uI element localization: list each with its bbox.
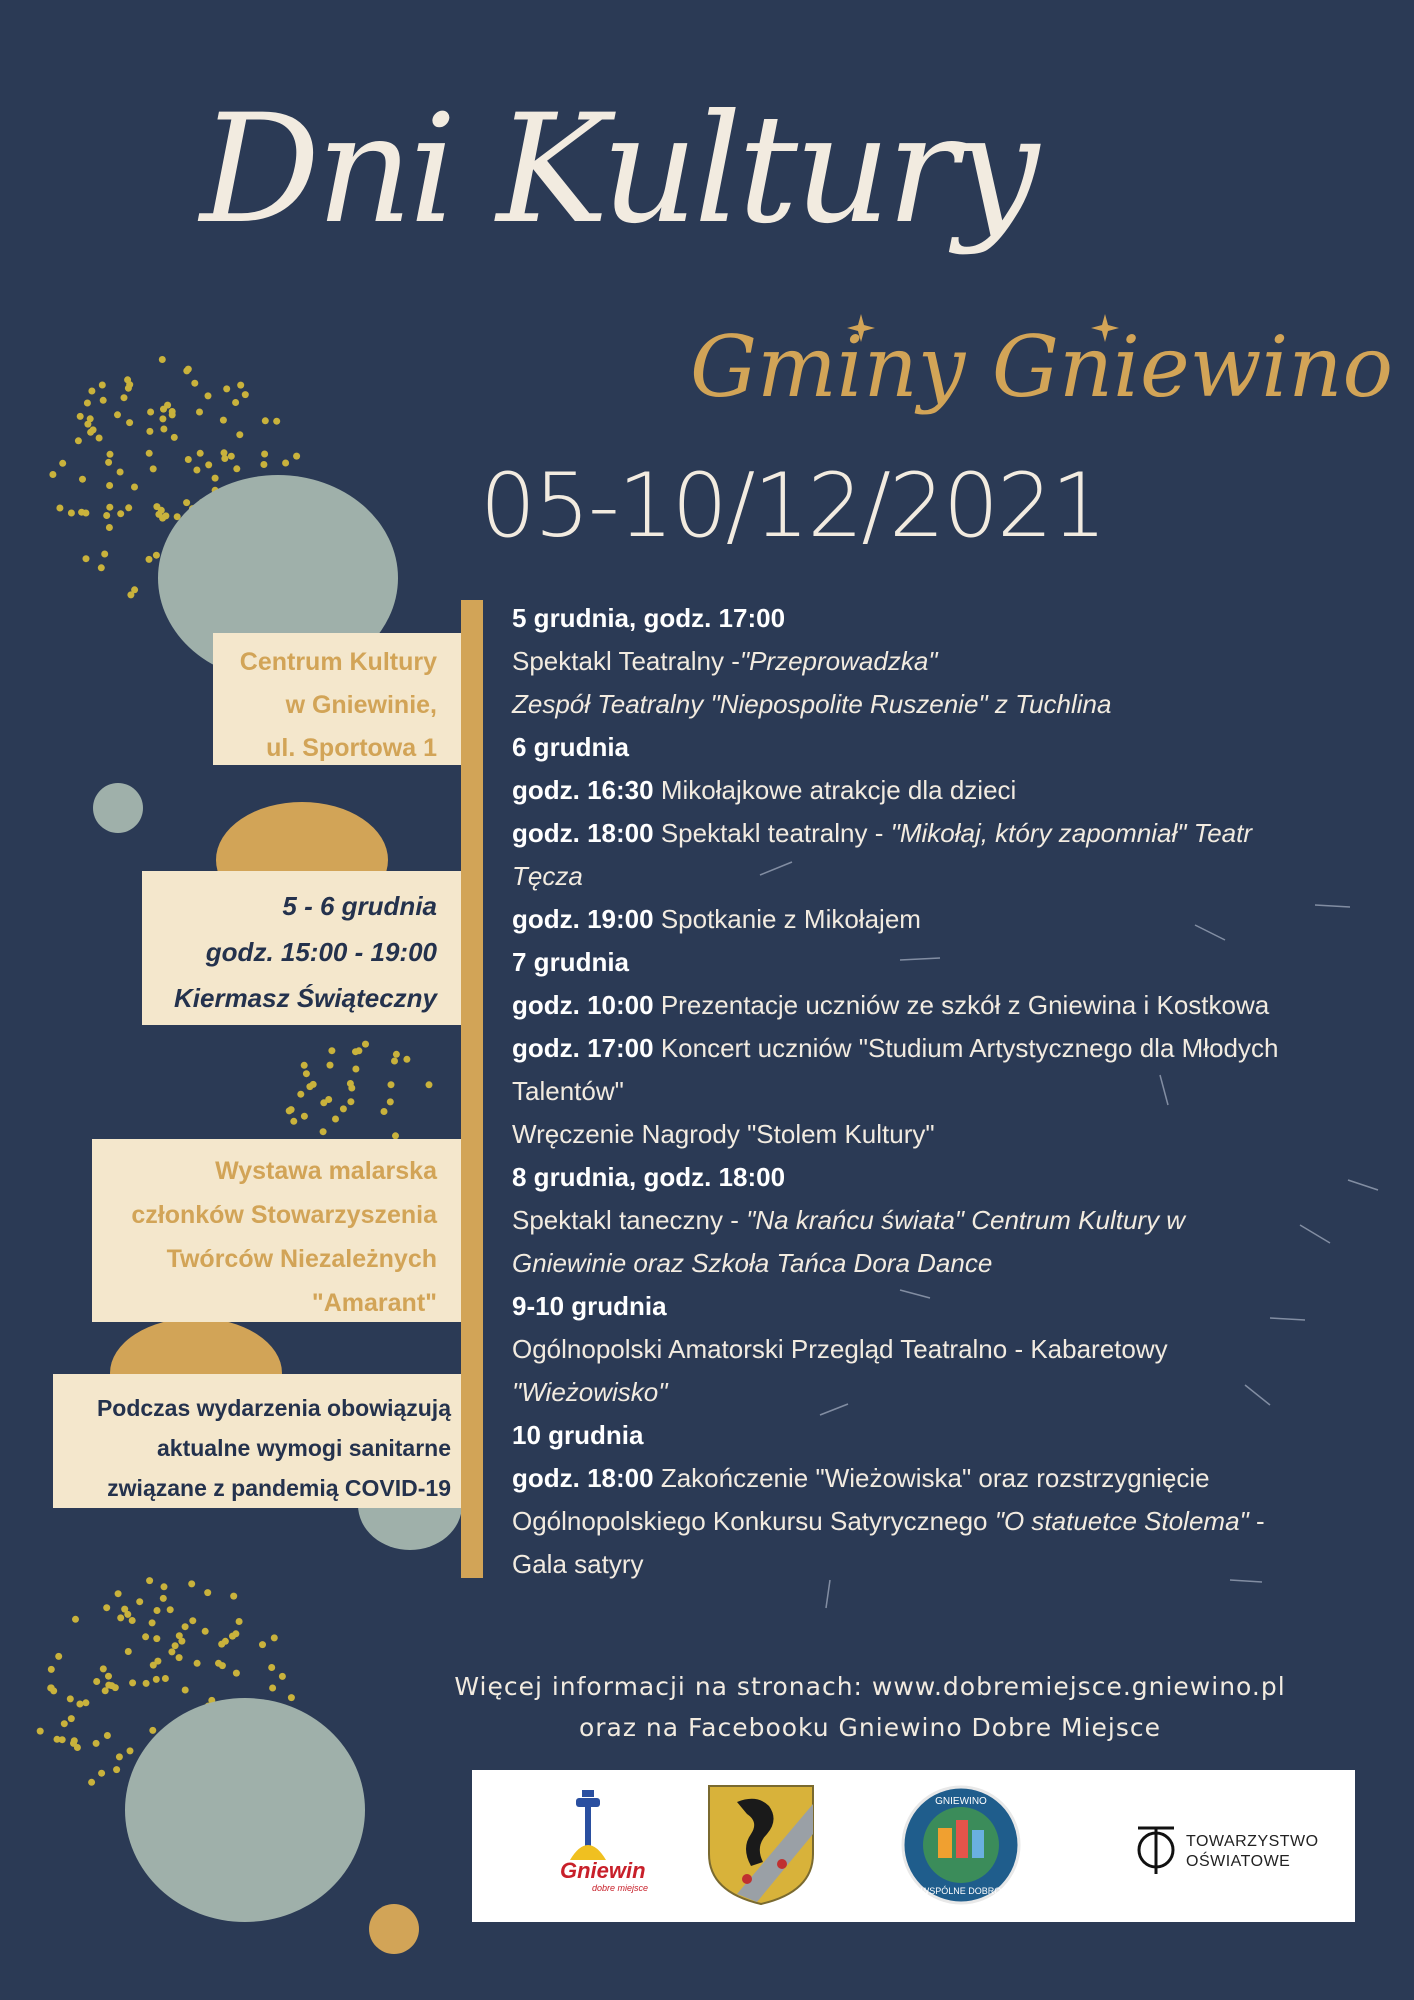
- gniewino-logo: [512, 1770, 662, 1922]
- decor-dot: [167, 1606, 174, 1613]
- decor-dot: [88, 1779, 95, 1786]
- decor-dot: [84, 400, 91, 407]
- decor-dot: [105, 1673, 112, 1680]
- decor-dot: [387, 1098, 394, 1105]
- schedule-row: [512, 1328, 1312, 1371]
- schedule-row: [512, 898, 1312, 941]
- decor-dot: [176, 1654, 183, 1661]
- decor-dot: [75, 437, 82, 444]
- decor-dot: [237, 382, 244, 389]
- schedule-row: [512, 984, 1312, 1027]
- event-dates: 05-10/12/2021: [480, 454, 1105, 557]
- decor-dot: [147, 409, 154, 416]
- decor-dot: [154, 1607, 161, 1614]
- decor-dot: [340, 1105, 347, 1112]
- decor-dot: [183, 499, 190, 506]
- schedule-row-italic: "Przeprowadzka": [739, 646, 938, 676]
- decor-dot: [93, 1678, 100, 1685]
- wspolne-logo-top-text: GNIEWINO: [935, 1796, 987, 1807]
- decor-dot: [146, 450, 153, 457]
- schedule-row-text: Ogólnopolskiego Konkursu Satyrycznego: [512, 1506, 995, 1536]
- decor-dot: [67, 1695, 74, 1702]
- decor-dot: [76, 1701, 83, 1708]
- decor-dot: [159, 356, 166, 363]
- schedule-row-bold: godz. 18:00: [512, 818, 654, 848]
- decor-dot: [101, 551, 108, 558]
- schedule-row-text: Mikołajkowe atrakcje dla dzieci: [653, 775, 1017, 805]
- schedule-row-text: Spektakl taneczny -: [512, 1205, 747, 1235]
- schedule-row: [512, 1242, 1312, 1285]
- schedule-row-bold: 10 grudnia: [512, 1420, 644, 1450]
- schedule-row-italic: "Na krańcu świata" Centrum Kultury w: [746, 1205, 1186, 1235]
- gniewino-logo-text: Gniewin: [560, 1858, 646, 1883]
- schedule-row: [512, 1457, 1312, 1500]
- decor-dot: [327, 1062, 334, 1069]
- gniewino-logo-subtext: dobre miejsce: [592, 1883, 649, 1893]
- decor-dot: [98, 1770, 105, 1777]
- decor-dot: [125, 385, 132, 392]
- wspolne-logo-bottom-text: WSPÓLNE DOBRO: [920, 1886, 1002, 1896]
- decor-dot: [204, 1589, 211, 1596]
- decor-dot: [162, 512, 169, 519]
- decor-dot: [236, 1618, 243, 1625]
- decor-dot: [87, 429, 94, 436]
- sage-blob-bottom: [125, 1698, 365, 1922]
- decor-dot: [160, 1595, 167, 1602]
- decor-dot: [107, 451, 114, 458]
- decor-dot: [143, 1680, 150, 1687]
- schedule-row-bold: 6 grudnia: [512, 732, 630, 762]
- decor-dot: [426, 1081, 433, 1088]
- decor-dot: [301, 1113, 308, 1120]
- event-schedule: [512, 597, 1312, 1586]
- decor-dot: [96, 435, 103, 442]
- decor-dot: [230, 1593, 237, 1600]
- decor-dot: [223, 385, 230, 392]
- decor-dot: [87, 415, 94, 422]
- towarzystwo-text: [1186, 1832, 1319, 1872]
- decor-dot: [79, 476, 86, 483]
- schedule-row: [512, 683, 1312, 726]
- decor-dot: [161, 1583, 168, 1590]
- decor-dot: [347, 1080, 354, 1087]
- schedule-row-italic: "Mikołaj, który zapomniał" Teatr: [890, 818, 1253, 848]
- decor-dot: [146, 556, 153, 563]
- decor-dot: [185, 366, 192, 373]
- decor-dot: [124, 376, 131, 383]
- schedule-row: [512, 1070, 1312, 1113]
- decor-dot: [172, 1642, 179, 1649]
- schedule-row: [512, 1156, 1312, 1199]
- decor-dot: [121, 394, 128, 401]
- schedule-row: [512, 1027, 1312, 1070]
- schedule-row: [512, 640, 1312, 683]
- sanitary-line: aktualne wymogi sanitarne: [157, 1435, 451, 1461]
- decor-dot: [381, 1108, 388, 1115]
- decor-dot: [221, 449, 228, 456]
- decor-dot: [168, 1648, 175, 1655]
- decor-dot: [106, 524, 113, 531]
- info-line-facebook: oraz na Facebooku Gniewino Dobre Miejsce: [578, 1713, 1162, 1742]
- decor-dot: [290, 1118, 297, 1125]
- towarzystwo-monogram-icon: [1132, 1822, 1182, 1878]
- exhibition-line: członków Stowarzyszenia: [131, 1201, 437, 1229]
- schedule-row-italic: Tęcza: [512, 861, 583, 891]
- decor-dot: [232, 399, 239, 406]
- decor-dot: [288, 1694, 295, 1701]
- schedule-row-text: Gala satyry: [512, 1549, 644, 1579]
- decor-dot: [293, 453, 300, 460]
- decor-dot: [202, 1628, 209, 1635]
- decor-dot: [149, 1727, 156, 1734]
- schedule-row-text: Koncert uczniów "Studium Artystycznego dla Młodych: [653, 1033, 1279, 1063]
- decor-dot: [154, 1658, 161, 1665]
- exhibition-line: Twórców Niezależnych: [166, 1245, 437, 1273]
- decor-dot: [153, 552, 160, 559]
- schedule-row-bold: godz. 16:30: [512, 775, 654, 805]
- schedule-row-text: Zakończenie "Wieżowiska" oraz rozstrzygnięcie: [653, 1463, 1210, 1493]
- towarzystwo-line-2: OŚWIATOWE: [1186, 1853, 1291, 1870]
- decor-dot: [160, 426, 167, 433]
- decor-dot: [297, 1091, 304, 1098]
- decor-dot: [194, 1660, 201, 1667]
- decor-dot: [153, 1676, 160, 1683]
- decor-dot: [325, 1096, 332, 1103]
- schedule-row-bold: godz. 10:00: [512, 990, 654, 1020]
- decor-dot: [262, 417, 269, 424]
- decor-dot: [116, 1753, 123, 1760]
- schedule-row: [512, 769, 1312, 812]
- decor-dot: [55, 1653, 62, 1660]
- schedule-row-bold: 8 grudnia, godz. 18:00: [512, 1162, 786, 1192]
- decor-dot: [49, 471, 56, 478]
- sponsor-logos-strip: [472, 1770, 1355, 1922]
- decor-dot: [328, 1047, 335, 1054]
- decor-dot: [61, 1720, 68, 1727]
- sanitary-line: Podczas wydarzenia obowiązują: [96, 1395, 451, 1421]
- decor-dot: [260, 461, 267, 468]
- page-subtitle: Gminy Gniewino: [690, 318, 1394, 416]
- decor-dot: [114, 411, 121, 418]
- schedule-row: [512, 812, 1312, 855]
- decor-dot: [391, 1058, 398, 1065]
- exhibition-line: Wystawa malarska: [215, 1157, 437, 1185]
- schedule-row-text: Spotkanie z Mikołajem: [653, 904, 921, 934]
- decor-dot: [269, 1685, 276, 1692]
- schedule-row-text: Talentów": [512, 1076, 624, 1106]
- schedule-row-bold: godz. 17:00: [512, 1033, 654, 1063]
- schedule-row: [512, 941, 1312, 984]
- fair-line: Kiermasz Świąteczny: [173, 983, 437, 1013]
- decor-dot: [393, 1051, 400, 1058]
- decor-dot: [347, 1098, 354, 1105]
- schedule-row: [512, 1371, 1312, 1414]
- schedule-row: [512, 597, 1312, 640]
- decor-dot: [176, 1632, 183, 1639]
- decor-dot: [83, 555, 90, 562]
- schedule-row-text: Wręczenie Nagrody "Stolem Kultury": [512, 1119, 935, 1149]
- decor-dot: [191, 380, 198, 387]
- decor-dot: [106, 482, 113, 489]
- decor-dot: [182, 1687, 189, 1694]
- schedule-row-text: Prezentacje uczniów ze szkół z Gniewina i Kostkowa: [653, 990, 1270, 1020]
- gold-dot-bottom: [369, 1904, 419, 1954]
- decor-dot: [153, 1635, 160, 1642]
- decor-dot: [99, 382, 106, 389]
- decor-dot: [228, 453, 235, 460]
- christmas-fair-box: [142, 871, 461, 1025]
- decor-dot: [259, 1641, 266, 1648]
- schedule-row-text: Ogólnopolski Amatorski Przegląd Teatralno - Kabaretowy: [512, 1334, 1168, 1364]
- decor-dot: [72, 1616, 79, 1623]
- decor-dot: [124, 1611, 131, 1618]
- decor-dot: [222, 1638, 229, 1645]
- decor-dot: [100, 1665, 107, 1672]
- decor-dot: [106, 504, 113, 511]
- decor-dot: [159, 415, 166, 422]
- decor-dot: [242, 391, 249, 398]
- decor-dot: [149, 1619, 156, 1626]
- decor-dot: [205, 461, 212, 468]
- decor-dot: [205, 392, 212, 399]
- decor-dot: [77, 413, 84, 420]
- exhibition-line: "Amarant": [311, 1289, 437, 1317]
- decor-dot: [105, 459, 112, 466]
- schedule-row: [512, 1285, 1312, 1328]
- schedule-row-bold: 5 grudnia, godz. 17:00: [512, 603, 786, 633]
- decor-dot: [169, 408, 176, 415]
- decor-dot: [88, 388, 95, 395]
- decor-dot: [271, 1634, 278, 1641]
- decor-dot: [48, 1666, 55, 1673]
- schedule-row-bold: 9-10 grudnia: [512, 1291, 667, 1321]
- decor-dot: [303, 1070, 310, 1077]
- sanitary-line: związane z pandemią COVID-19: [107, 1475, 451, 1501]
- decor-dot: [279, 1673, 286, 1680]
- schedule-row-bold: godz. 19:00: [512, 904, 654, 934]
- decor-dot: [212, 475, 219, 482]
- decor-dot: [282, 460, 289, 467]
- decor-dot: [158, 507, 165, 514]
- schedule-row: [512, 1543, 1312, 1586]
- decor-dot: [301, 1062, 308, 1069]
- decor-dot: [162, 1675, 169, 1682]
- decor-dot: [215, 1660, 222, 1667]
- schedule-row-italic: "Wieżowisko": [512, 1377, 668, 1407]
- decor-dot: [306, 1083, 313, 1090]
- decor-dot: [352, 1066, 359, 1073]
- decor-dot: [233, 1670, 240, 1677]
- decor-dot: [362, 1041, 369, 1048]
- decor-dot: [104, 1732, 111, 1739]
- decor-dot: [196, 409, 203, 416]
- location-line: ul. Sportowa 1: [266, 734, 437, 762]
- decor-dot: [50, 1687, 57, 1694]
- schedule-row-bold: godz. 18:00: [512, 1463, 654, 1493]
- decor-dot: [68, 1715, 75, 1722]
- location-box: [213, 633, 461, 765]
- decor-dot: [220, 417, 227, 424]
- decor-dot: [59, 460, 66, 467]
- decor-dot: [189, 1617, 196, 1624]
- decor-dot: [136, 1598, 143, 1605]
- info-line-website: Więcej informacji na stronach: www.dobremiejsce.gniewino.pl: [454, 1672, 1286, 1701]
- decor-dot: [146, 428, 153, 435]
- schedule-row-italic: Zespół Teatralny "Niepospolite Ruszenie" z Tuchlina: [512, 689, 1112, 719]
- decor-dot: [388, 1081, 395, 1088]
- decor-dot: [142, 1633, 149, 1640]
- decor-dot: [117, 1614, 124, 1621]
- decor-dot: [233, 465, 240, 472]
- decor-dot: [403, 1056, 410, 1063]
- decor-dot: [105, 1682, 112, 1689]
- tower-icon: [512, 1770, 662, 1870]
- decor-dot: [150, 465, 157, 472]
- decor-dot: [93, 1740, 100, 1747]
- decor-dot: [193, 467, 200, 474]
- location-line: Centrum Kultury: [239, 648, 437, 676]
- decor-dot: [355, 1047, 362, 1054]
- more-info: [440, 1666, 1300, 1748]
- decor-dot: [103, 1604, 110, 1611]
- fair-line: 5 - 6 grudnia: [282, 891, 437, 921]
- decor-dot: [236, 431, 243, 438]
- decor-dot: [113, 1766, 120, 1773]
- location-line: w Gniewinie,: [285, 691, 437, 719]
- decor-dot: [98, 564, 105, 571]
- decor-dot: [127, 591, 134, 598]
- schedule-row-tail: -: [1248, 1506, 1265, 1536]
- decor-dot: [131, 484, 138, 491]
- decor-dot: [37, 1728, 44, 1735]
- decor-dot: [70, 1740, 77, 1747]
- decor-dot: [261, 451, 268, 458]
- decor-dot: [117, 469, 124, 476]
- decor-dot: [54, 1736, 61, 1743]
- decor-dot: [129, 1679, 136, 1686]
- decor-dot: [56, 505, 63, 512]
- schedule-row: [512, 1500, 1312, 1543]
- towarzystwo-line-1: TOWARZYSTWO: [1186, 1833, 1319, 1850]
- decor-dot: [125, 1648, 132, 1655]
- decor-dot: [103, 512, 110, 519]
- sanitary-notice-box: [53, 1374, 461, 1508]
- decor-dot: [268, 1664, 275, 1671]
- decor-dot: [273, 418, 280, 425]
- decor-dot: [160, 406, 167, 413]
- schedule-row-text: Spektakl teatralny -: [653, 818, 891, 848]
- schedule-row-italic: Gniewinie oraz Szkoła Tańca Dora Dance: [512, 1248, 993, 1278]
- decor-dot: [182, 1623, 189, 1630]
- decor-dot: [100, 397, 107, 404]
- page-title: Dni Kultury: [200, 83, 1036, 257]
- sage-dot-small: [93, 783, 143, 833]
- decor-dot: [171, 434, 178, 441]
- schedule-row: [512, 1414, 1312, 1457]
- wspolne-dobro-logo: [900, 1784, 1022, 1906]
- decor-dot: [197, 450, 204, 457]
- schedule-row: [512, 855, 1312, 898]
- schedule-row-bold: 7 grudnia: [512, 947, 630, 977]
- decor-dot: [320, 1128, 327, 1135]
- schedule-row: [512, 1113, 1312, 1156]
- decor-dot: [188, 1580, 195, 1587]
- decor-dot: [82, 1699, 89, 1706]
- coat-of-arms-icon: [707, 1784, 817, 1906]
- decor-dot: [68, 510, 75, 517]
- towarzystwo-oswiatowe-logo: [1132, 1822, 1332, 1882]
- decor-dot: [146, 1577, 153, 1584]
- decor-dot: [82, 510, 89, 517]
- decor-dot: [126, 419, 133, 426]
- schedule-row: [512, 726, 1312, 769]
- decor-dot: [185, 456, 192, 463]
- decor-dot: [129, 1617, 136, 1624]
- decor-dot: [332, 1116, 339, 1123]
- timeline-bar: [461, 600, 483, 1578]
- decor-dot: [115, 1590, 122, 1597]
- decor-dot: [127, 1747, 134, 1754]
- exhibition-box: [92, 1139, 461, 1322]
- schedule-row-italic: "O statuetce Stolema": [994, 1506, 1249, 1536]
- fair-line: godz. 15:00 - 19:00: [205, 937, 437, 967]
- decor-dot: [232, 1630, 239, 1637]
- decor-dot: [125, 504, 132, 511]
- decor-dot: [288, 1106, 295, 1113]
- schedule-row: [512, 1199, 1312, 1242]
- decor-dot: [117, 510, 124, 517]
- schedule-row-text: Spektakl Teatralny -: [512, 646, 740, 676]
